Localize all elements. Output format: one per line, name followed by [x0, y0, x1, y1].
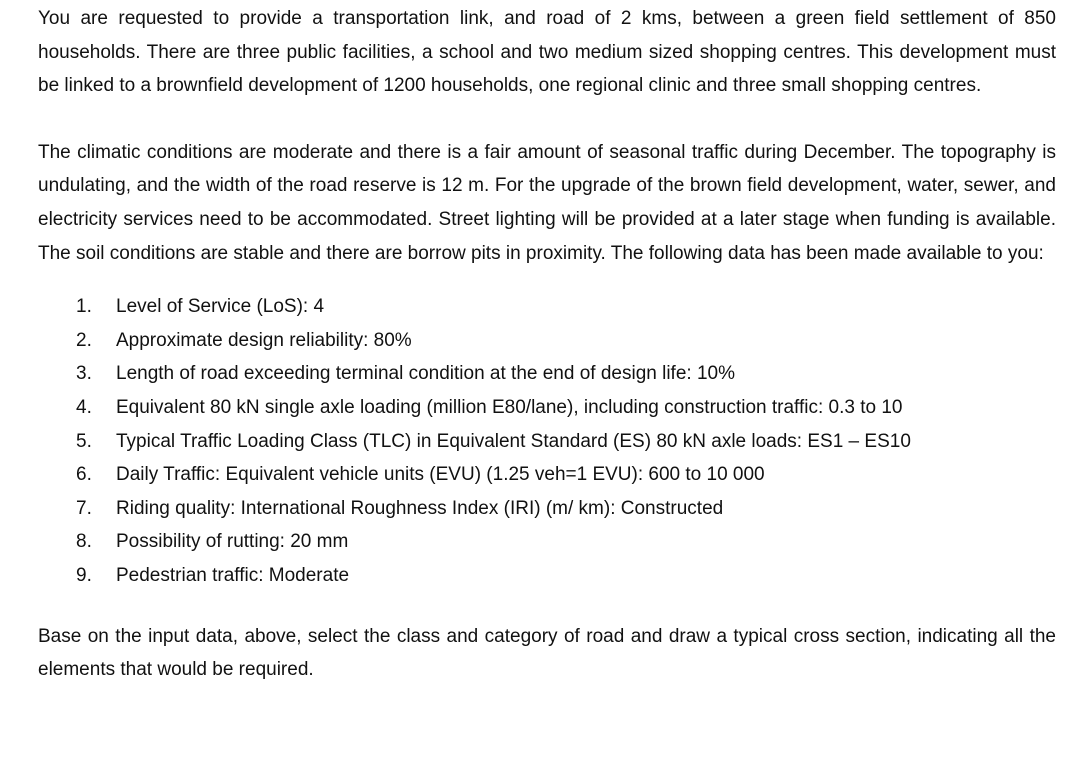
- list-item-number: 5.: [76, 430, 92, 452]
- list-item-number: 1.: [76, 296, 92, 318]
- list-item: [76, 458, 1056, 492]
- list-item: [76, 492, 1056, 526]
- list-item-text: Riding quality: International Roughness Index (IRI) (m/ km): Constructed: [116, 497, 724, 519]
- list-item-text: Equivalent 80 kN single axle loading (million E80/lane), including construction traffic: 0.3 to 10: [116, 396, 903, 418]
- task-paragraph: Base on the input data, above, select the class and category of road and draw a typical cross section, indicating all the elements that would be required.: [38, 625, 1056, 681]
- list-item: [76, 425, 1056, 459]
- list-item-number: 9.: [76, 564, 92, 586]
- list-item-text: Pedestrian traffic: Moderate: [116, 564, 350, 586]
- list-item: [76, 357, 1056, 391]
- list-item: [76, 559, 1056, 593]
- list-item-text: Daily Traffic: Equivalent vehicle units (EVU) (1.25 veh=1 EVU): 600 to 10 000: [116, 464, 765, 486]
- conditions-paragraph: The climatic conditions are moderate and there is a fair amount of seasonal traffic during December. The topography is undulating, and the width of the road reserve is 12 m. For the upgrade of the brown field development, water, sewer, and electricity services need to be accommodated. Street lighting will be provided at a later stage when funding is available. The soil conditions are stable and there are borrow pits in proximity. The following data has been made available to you:: [38, 141, 1056, 264]
- list-item: [76, 324, 1056, 358]
- list-item-text: Length of road exceeding terminal condition at the end of design life: 10%: [116, 363, 735, 385]
- intro-paragraph: You are requested to provide a transportation link, and road of 2 kms, between a green field settlement of 850 households. There are three public facilities, a school and two medium sized shopping centres. This development must be linked to a brownfield development of 1200 households, one regional clinic and three small shopping centres.: [38, 8, 1056, 97]
- list-item-number: 4.: [76, 396, 92, 418]
- list-item-number: 2.: [76, 329, 92, 351]
- list-item: [76, 290, 1056, 324]
- list-item-number: 3.: [76, 363, 92, 385]
- list-item-number: 6.: [76, 464, 92, 486]
- list-item: [76, 525, 1056, 559]
- list-item-text: Possibility of rutting: 20 mm: [116, 531, 349, 553]
- list-item-text: Typical Traffic Loading Class (TLC) in Equivalent Standard (ES) 80 kN axle loads: ES1 – ES10: [116, 430, 911, 452]
- list-item-number: 8.: [76, 531, 92, 553]
- list-item-number: 7.: [76, 497, 92, 519]
- data-list: [38, 290, 1056, 592]
- list-item-text: Level of Service (LoS): 4: [116, 296, 325, 318]
- list-item-text: Approximate design reliability: 80%: [116, 329, 412, 351]
- list-item: [76, 391, 1056, 425]
